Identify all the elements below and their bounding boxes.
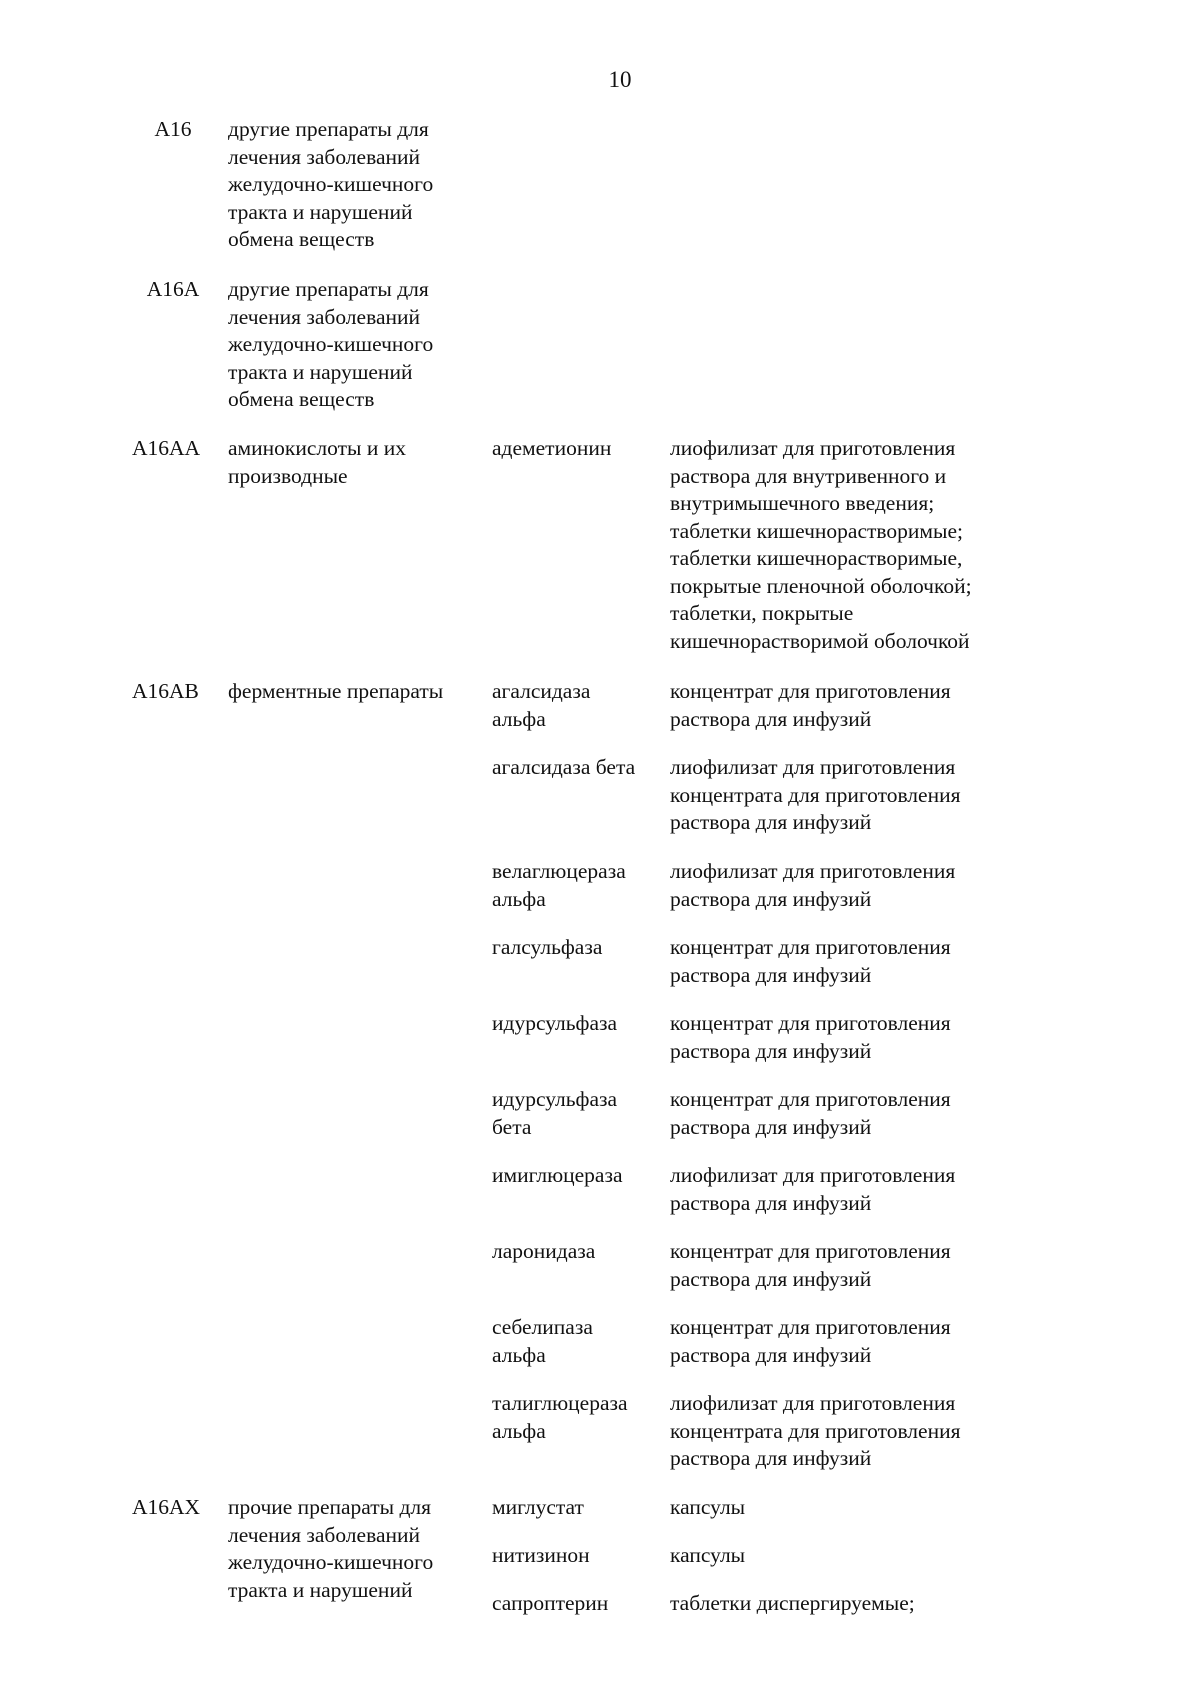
dosage-form-line: раствора для инфузий [670,1446,872,1470]
dosage-form-line: лиофилизат для приготовления [670,1163,956,1187]
dosage-form-line: раствора для инфузий [670,810,872,834]
drug-name [492,1314,664,1369]
dosage-form-line: концентрат для приготовления [670,679,951,703]
group-name-line: тракта и нарушений [228,359,413,384]
drug-name [492,1390,664,1445]
drug-name-line: галсульфаза [492,935,603,959]
drug-name [492,858,664,913]
drug-name-line: агалсидаза бета [492,755,636,779]
group-name-line: другие препараты для [228,117,429,141]
group-name-line: другие препараты для [228,277,429,301]
dosage-form-line: раствора для инфузий [670,1342,872,1367]
dosage-form-line: концентрата для приготовления [670,1418,961,1443]
dosage-form-line: раствора для инфузий [670,886,872,911]
drug-name-line: адеметионин [492,436,612,460]
drug-name [492,1010,664,1038]
dosage-form-line: раствора для внутривенного и [670,463,947,488]
dosage-form [670,1590,1030,1618]
dosage-form-line: внутримышечного введения; [670,491,935,515]
dosage-form-line: концентрат для приготовления [670,935,951,959]
group-name-line: обмена веществ [228,387,375,411]
drug-name [492,1162,664,1190]
drug-name-line: миглустат [492,1495,584,1519]
drug-name-line: нитизинон [492,1543,590,1567]
group-name-line: прочие препараты для [228,1495,432,1519]
dosage-form-line: концентрат для приготовления [670,1087,951,1111]
drug-name [492,1590,664,1618]
dosage-form-line: лиофилизат для приготовления [670,436,956,460]
group-name-line: желудочно-кишечного [228,332,434,356]
group-name [228,435,468,490]
dosage-form-line: концентрат для приготовления [670,1315,951,1339]
dosage-form-line: капсулы [670,1495,746,1519]
dosage-form-line: лиофилизат для приготовления [670,859,956,883]
group-name-line: производные [228,463,348,488]
drug-name [492,934,664,962]
drug-name [492,678,664,733]
group-name-line: желудочно-кишечного [228,172,434,196]
group-name [228,1494,468,1604]
dosage-form [670,1010,1030,1065]
dosage-form [670,1494,1030,1522]
atc-code: A16A [146,277,200,301]
dosage-form-line: раствора для инфузий [670,1114,872,1139]
dosage-form [670,1086,1030,1141]
dosage-form-line: концентрата для приготовления [670,782,961,807]
group-name-line: лечения заболеваний [228,144,421,169]
dosage-form [670,435,1030,655]
dosage-form [670,754,1030,837]
dosage-form [670,934,1030,989]
dosage-form-line: лиофилизат для приготовления [670,755,956,779]
dosage-form [670,678,1030,733]
drug-name [492,1238,664,1266]
dosage-form-line: таблетки кишечнорастворимые; [670,518,963,543]
group-name-line: лечения заболеваний [228,304,421,329]
dosage-form-line: концентрат для приготовления [670,1011,951,1035]
atc-code: A16AA [132,436,201,460]
page-number: 10 [608,67,632,92]
drug-name-line: велаглюцераза [492,859,626,883]
drug-name-line: альфа [492,1342,546,1367]
drug-name-line: ларонидаза [492,1239,596,1263]
dosage-form-line: концентрат для приготовления [670,1239,951,1263]
group-name [228,678,468,706]
dosage-form [670,1314,1030,1369]
group-name-line: аминокислоты и их [228,436,406,460]
atc-code: A16AB [132,679,199,703]
dosage-form [670,1390,1030,1473]
drug-name-line: идурсульфаза [492,1011,618,1035]
drug-name-line: бета [492,1114,532,1139]
drug-name-line: имиглюцераза [492,1163,623,1187]
dosage-form [670,858,1030,913]
dosage-form-line: раствора для инфузий [670,1038,872,1063]
dosage-form-line: раствора для инфузий [670,706,872,731]
atc-code: A16AX [132,1495,201,1519]
group-name-line: тракта и нарушений [228,199,413,224]
group-name [228,276,468,414]
drug-name-line: альфа [492,706,546,731]
dosage-form-line: покрытые пленочной оболочкой; [670,573,972,598]
drug-name [492,435,664,463]
dosage-form-line: таблетки кишечнорастворимые, [670,546,963,570]
drug-name-line: альфа [492,1418,546,1443]
drug-name [492,754,664,782]
dosage-form [670,1238,1030,1293]
drug-name [492,1086,664,1141]
group-name-line: ферментные препараты [228,679,444,703]
drug-name-line: себелипаза [492,1315,593,1339]
dosage-form-line: раствора для инфузий [670,962,872,987]
group-name [228,116,468,254]
drug-name [492,1542,664,1570]
drug-name-line: альфа [492,886,546,911]
drug-name-line: агалсидаза [492,679,591,703]
dosage-form [670,1542,1030,1570]
drug-name-line: сапроптерин [492,1591,609,1615]
dosage-form-line: лиофилизат для приготовления [670,1391,956,1415]
dosage-form-line: раствора для инфузий [670,1190,872,1215]
dosage-form [670,1162,1030,1217]
dosage-form-line: капсулы [670,1543,746,1567]
drug-name-line: идурсульфаза [492,1087,618,1111]
group-name-line: желудочно-кишечного [228,1550,434,1574]
dosage-form-line: раствора для инфузий [670,1266,872,1291]
group-name-line: лечения заболеваний [228,1522,421,1547]
atc-code: A16 [154,117,192,141]
drug-name-line: талиглюцераза [492,1391,628,1415]
dosage-form-line: кишечнорастворимой оболочкой [670,628,970,653]
dosage-form-line: таблетки, покрытые [670,601,854,625]
group-name-line: тракта и нарушений [228,1577,413,1602]
drug-name [492,1494,664,1522]
group-name-line: обмена веществ [228,227,375,251]
dosage-form-line: таблетки диспергируемые; [670,1591,915,1615]
